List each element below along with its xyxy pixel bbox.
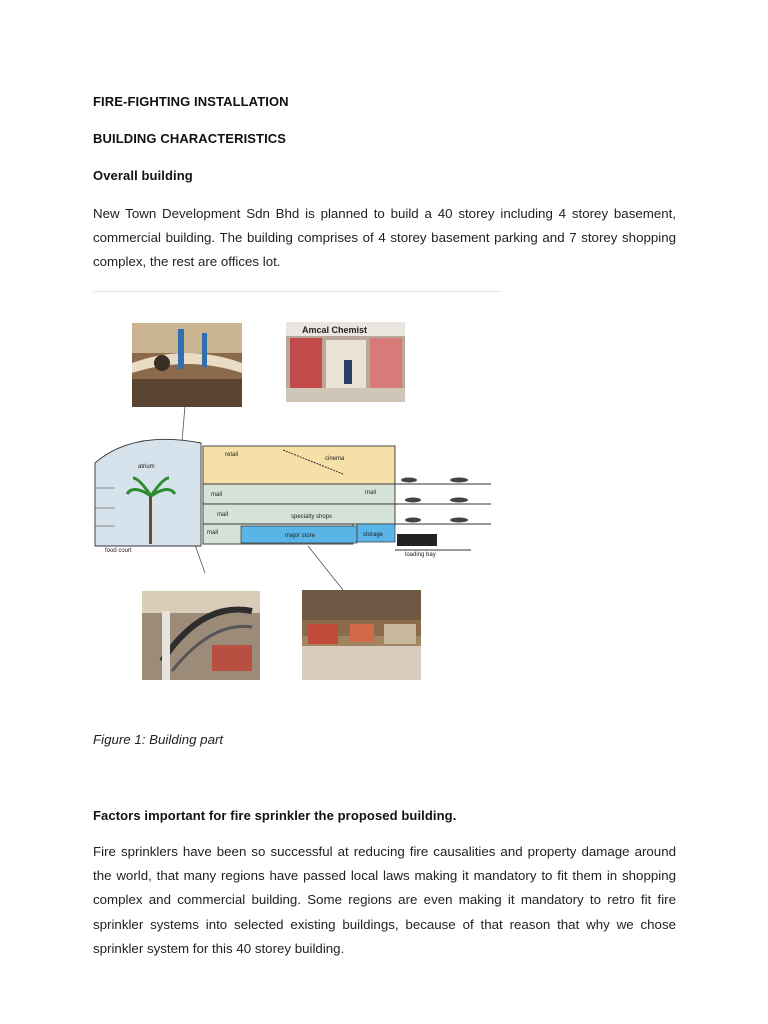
photo-escalator bbox=[142, 591, 260, 680]
photo-shop-front bbox=[286, 322, 405, 402]
label-major-store: major store bbox=[285, 533, 316, 539]
photo-atrium bbox=[132, 323, 242, 407]
label-mall: mall bbox=[207, 530, 219, 536]
photo-mall-corridor bbox=[302, 590, 421, 680]
subsection-heading: Overall building bbox=[93, 168, 193, 183]
label-mall: mall bbox=[211, 492, 223, 498]
document-title: FIRE-FIGHTING INSTALLATION bbox=[93, 94, 289, 109]
label-food-court: food court bbox=[105, 548, 132, 554]
label-mall: mall bbox=[217, 512, 229, 518]
label-retail: retail bbox=[225, 452, 239, 458]
label-atrium: atrium bbox=[138, 464, 155, 470]
figure-caption: Figure 1: Building part bbox=[93, 732, 224, 747]
label-specialty-shops: specialty shops bbox=[291, 514, 333, 520]
factors-heading: Factors important for fire sprinkler the proposed building. bbox=[93, 808, 457, 823]
section-heading: BUILDING CHARACTERISTICS bbox=[93, 131, 287, 146]
divider bbox=[93, 291, 500, 292]
factors-paragraph: Fire sprinklers have been so successful at reducing fire causalities and property damage around the world, that many regions have passed local laws making it mandatory to fit them in shopping complex and commercial building. Some regions are even making it mandatory to retro fit fire sprinkler systems into selected existing buildings, because of that reason that why we chose sprinkler system for this 40 storey building. bbox=[93, 844, 676, 956]
label-cinema: cinema bbox=[325, 456, 345, 462]
intro-paragraph: New Town Development Sdn Bhd is planned to build a 40 storey including 4 storey basement, commercial building. The building comprises of 4 storey basement parking and 7 storey shopping complex, the rest are offices lot. bbox=[93, 206, 676, 270]
label-loading-bay: loading bay bbox=[405, 552, 436, 558]
label-storage: storage bbox=[363, 532, 384, 538]
truck-icon bbox=[397, 534, 437, 546]
connector-line bbox=[308, 546, 343, 590]
label-mall: mall bbox=[365, 490, 377, 496]
shop-sign-text: Amcal Chemist bbox=[302, 325, 368, 335]
